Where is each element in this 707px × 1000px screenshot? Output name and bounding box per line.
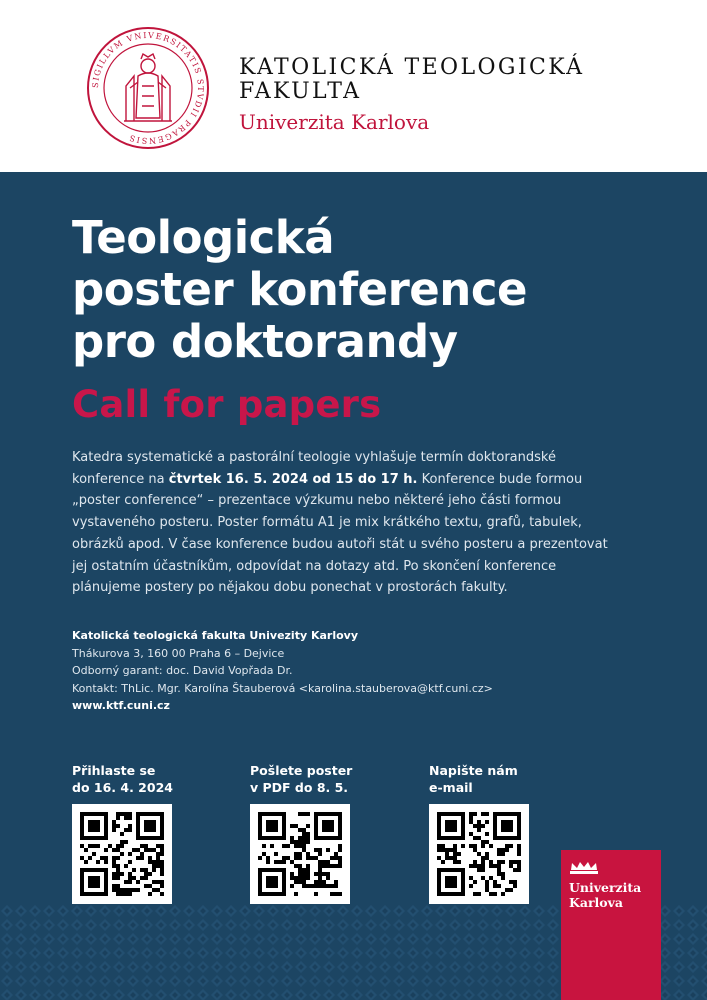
title-line1: Teologická (72, 211, 335, 264)
contact-person: Kontakt: ThLic. Mgr. Karolína Štauberová <karolina.stauberova@ktf.cuni.cz> (72, 681, 493, 695)
event-date: čtvrtek 16. 5. 2024 od 15 do 17 h. (168, 471, 418, 487)
qr-label-send-poster-line2: v PDF do 8. 5. (250, 780, 349, 795)
svg-text:SIGILLVM VNIVERSITATIS STVDII (91, 31, 205, 145)
qr-label-register-line1: Přihlaste se (72, 763, 156, 778)
page-title (72, 212, 527, 368)
guarantor: Odborný garant: doc. David Vopřada Dr. (72, 664, 293, 677)
university-logo-text (569, 880, 641, 910)
description-text-before: Katedra systematické a pastorální teologie vyhlašuje termín doktorandské konference na (72, 450, 556, 487)
faculty-name-line1: KATOLICKÁ TEOLOGICKÁ (239, 55, 585, 80)
title-line3: pro doktorandy (72, 315, 458, 368)
address: Thákurova 3, 160 00 Praha 6 – Dejvice (72, 646, 285, 660)
contact-block (72, 627, 632, 715)
qr-label-send-poster (250, 762, 352, 796)
logo-line2: Karlova (569, 895, 623, 910)
qr-label-email (429, 762, 518, 796)
qr-code-register[interactable] (72, 804, 172, 904)
qr-code-icon (258, 812, 342, 896)
faculty-name-line2: FAKULTA (239, 79, 362, 104)
website-link[interactable]: www.ktf.cuni.cz (72, 699, 170, 712)
qr-label-email-line2: e-mail (429, 780, 473, 795)
title-line2: poster konference (72, 263, 528, 316)
university-name: Univerzita Karlova (239, 110, 430, 134)
qr-code-icon (80, 812, 164, 896)
qr-code-email[interactable] (429, 804, 529, 904)
faculty-name (239, 56, 584, 104)
qr-label-register-line2: do 16. 4. 2024 (72, 780, 173, 795)
qr-label-email-line1: Napište nám (429, 763, 518, 778)
university-seal-icon (86, 26, 210, 150)
qr-code-send-poster[interactable] (250, 804, 350, 904)
seal-inscription: SIGILLVM VNIVERSITATIS STVDII PRAGENSIS (90, 30, 206, 146)
logo-line1: Univerzita (569, 880, 642, 895)
crown-icon (569, 860, 599, 876)
header (0, 0, 707, 172)
qr-code-icon (437, 812, 521, 896)
qr-label-register (72, 762, 173, 796)
call-for-papers: Call for papers (72, 383, 382, 426)
description-text-after: Konference bude formou „poster conference“ – prezentace výzkumu nebo některé jeho části formou vystaveného posteru. Poster formátu A1 je mix krátkého textu, grafů, tabulek, obrázků apod. V čase konference budou autoři stát u svého posteru a prezentovat jej ostatním účastníkům, odpovídat na dotazy atd. Po skončení konference plánujeme postery po nějakou dobu ponechat v prostorách fakulty. (72, 471, 608, 596)
institution-name: Katolická teologická fakulta Univezity Karlovy (72, 629, 358, 642)
qr-label-send-poster-line1: Pošlete poster (250, 763, 353, 778)
description (72, 447, 612, 599)
university-logo (561, 850, 661, 1000)
